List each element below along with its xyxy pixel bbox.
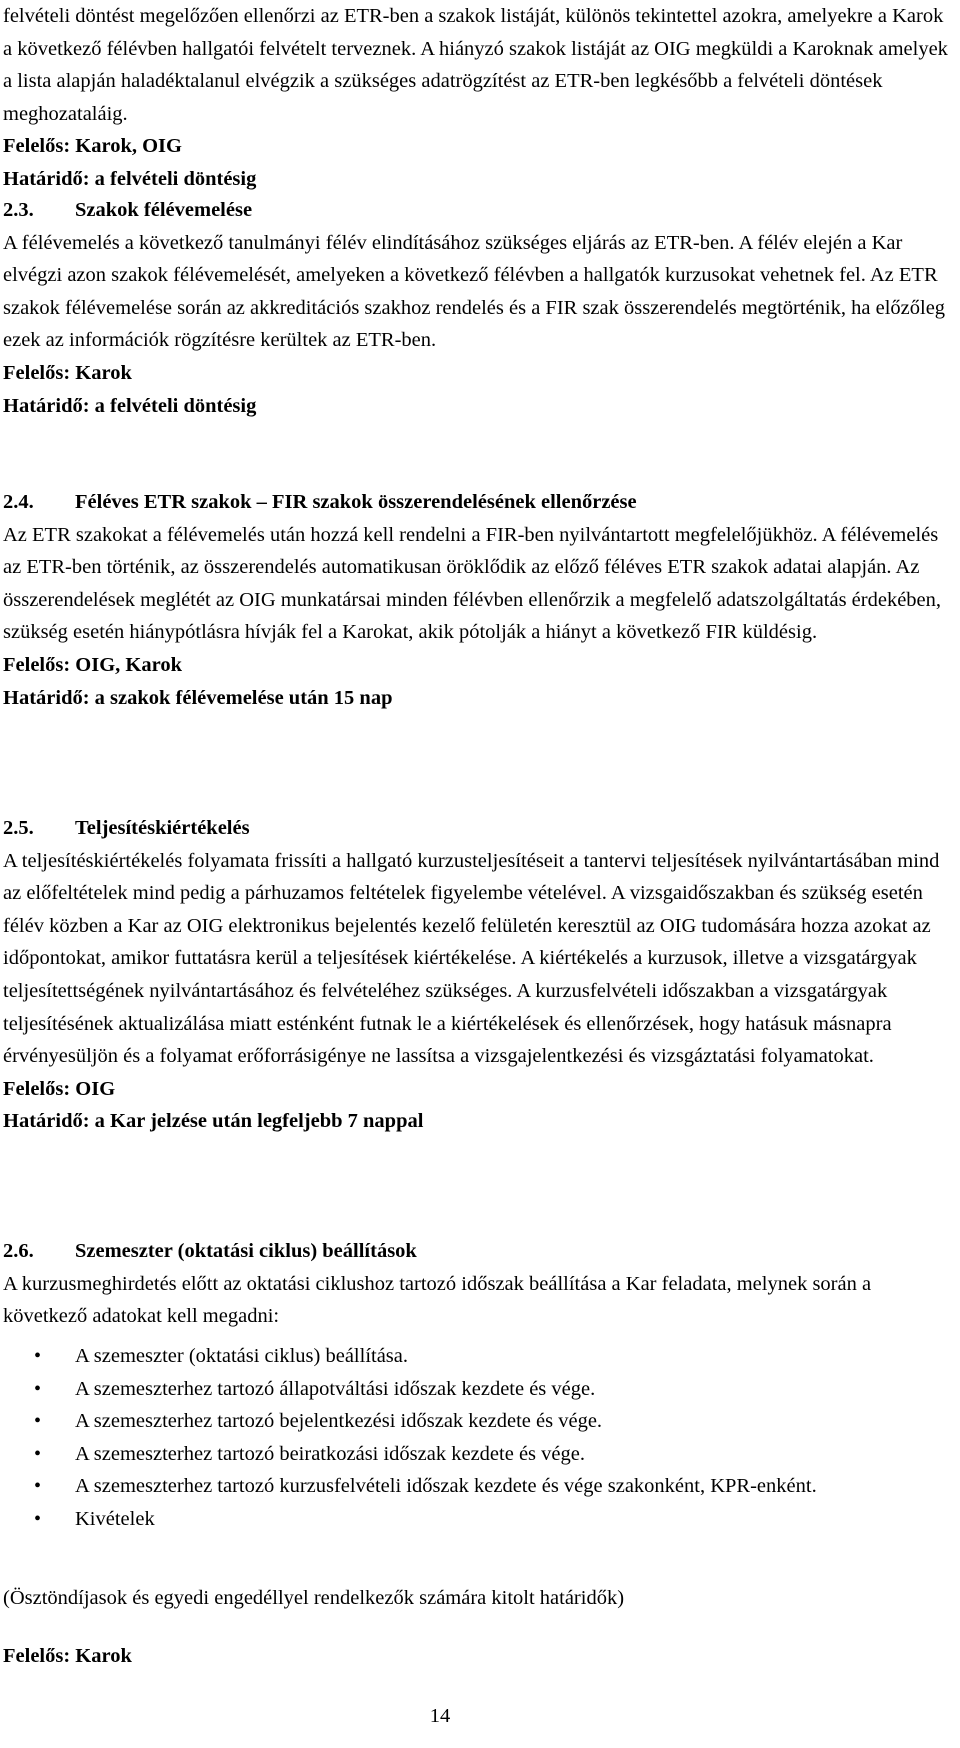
section-number: 2.5. [3, 817, 34, 839]
section-title: Szakok félévemelése [75, 199, 253, 221]
section-2-4-paragraph: Az ETR szakokat a félévemelés után hozzá kell rendelni a FIR-ben nyilvántartott megfelelőjükhöz. A félévemelés az ETR-ben történik, az összerendelés automatikusan öröklődik az előző féléves ETR szakok adatai alapján. Az összerendelések meglétét az OIG munkatársai minden félévben ellenőrzik a megfelelő adatszolgáltatás érdekében, szükség esetén hiánypótlásra hívják fel a Karokat, akik pótolják a hiányt a következő FIR küldésig. [3, 523, 942, 644]
page-number: 14 [429, 1705, 451, 1727]
section-2-6-responsible: Felelős: Karok [3, 1645, 132, 1667]
section-2-5 [3, 812, 955, 1138]
section-2-6-responsible-block [3, 1640, 955, 1673]
section-number: 2.4. [3, 491, 34, 513]
section-2-5-paragraph: A teljesítéskiértékelés folyamata frissíti a hallgató kurzusteljesítéseit a tantervi teljesítések nyilvántartásában mind az előfeltételek mind pedig a párhuzamos feltételek figyelembe vételével. A vizsgaidőszakban és szükség esetén félév közben a Kar az OIG elektronikus bejelentés kezelő felületén keresztül az OIG tudomására hozza azokat az időpontokat, amikor futtatásra kerül a teljesítések kiértékelése. A kiértékelés a kurzusok, illetve a vizsgatárgyak teljesítettségének nyilvántartásához és felvételéhez szükséges. A kurzusfelvételi időszakban a vizsgatárgyak teljesítésének aktualizálása miatt esténként futnak le a kiértékelések és ellenőrzések, hogy hatásuk másnapra érvényesüljön és a folyamat erőforrásigénye ne lassítsa a vizsgajelentkezési és vizsgáztatási folyamatokat. [3, 849, 940, 1068]
section-2-6 [3, 1235, 955, 1333]
list-item: • A szemeszter (oktatási ciklus) beállítása. [3, 1340, 955, 1373]
section-title: Teljesítéskiértékelés [75, 817, 250, 839]
section-2-4 [3, 486, 955, 714]
settings-list [3, 1340, 955, 1536]
list-item: • A szemeszterhez tartozó állapotváltási időszak kezdete és vége. [3, 1373, 955, 1406]
intro-section [3, 0, 955, 196]
section-2-3-paragraph: A félévemelés a következő tanulmányi félév elindításához szükséges eljárás az ETR-ben. A félév elején a Kar elvégzi azon szakok félévemelését, amelyeken a következő félévben a hallgatók kurzusokat vehetnek fel. Az ETR szakok félévemelése során az akkreditációs szakhoz rendelés és a FIR szak összerendelés megtörténik, ha előzőleg ezek az információk rögzítésre kerültek az ETR-ben. [3, 231, 946, 352]
list-item: • Kivételek [3, 1503, 955, 1536]
section-2-4-heading [3, 486, 955, 519]
list-item: • A szemeszterhez tartozó beiratkozási időszak kezdete és vége. [3, 1438, 955, 1471]
section-2-3-responsible: Felelős: Karok [3, 361, 132, 384]
settings-list-block [3, 1340, 955, 1536]
section-2-6-heading [3, 1235, 955, 1268]
section-title: Szemeszter (oktatási ciklus) beállítások [75, 1240, 417, 1262]
exceptions-note-block [3, 1582, 955, 1615]
section-2-3-heading [3, 194, 955, 227]
intro-responsible: Felelős: Karok, OIG [3, 135, 182, 158]
list-item: • A szemeszterhez tartozó kurzusfelvételi időszak kezdete és vége szakonként, KPR-enként. [3, 1470, 955, 1503]
section-2-3 [3, 194, 955, 422]
intro-paragraph: felvételi döntést megelőzően ellenőrzi az ETR-ben a szakok listáját, különös tekintettel azokra, amelyekre a Karok a következő félévben hallgatói felvételt terveznek. A hiányzó szakok listáját az OIG megküldi a Karoknak amelyek a lista alapján haladéktalanul elvégzik a szükséges adatrögzítést az ETR-ben legkésőbb a felvételi döntések meghozataláig. [3, 5, 948, 125]
list-item: • A szemeszterhez tartozó bejelentkezési időszak kezdete és vége. [3, 1405, 955, 1438]
section-2-3-deadline: Határidő: a felvételi döntésig [3, 394, 257, 417]
section-2-5-deadline: Határidő: a Kar jelzése után legfeljebb 7 nappal [3, 1110, 424, 1133]
section-2-6-paragraph: A kurzusmeghirdetés előtt az oktatási ciklushoz tartozó időszak beállítása a Kar feladata, melynek során a következő adatokat kell megadni: [3, 1272, 872, 1328]
section-2-5-heading [3, 812, 955, 845]
section-title: Féléves ETR szakok – FIR szakok összerendelésének ellenőrzése [75, 491, 637, 513]
exceptions-note: (Ösztöndíjasok és egyedi engedéllyel rendelkezők számára kitolt határidők) [3, 1587, 625, 1609]
section-2-4-deadline: Határidő: a szakok félévemelése után 15 nap [3, 686, 393, 709]
intro-deadline: Határidő: a felvételi döntésig [3, 167, 257, 190]
section-2-5-responsible: Felelős: OIG [3, 1077, 116, 1100]
section-number: 2.6. [3, 1240, 34, 1262]
section-number: 2.3. [3, 199, 34, 221]
section-2-4-responsible: Felelős: OIG, Karok [3, 653, 182, 676]
